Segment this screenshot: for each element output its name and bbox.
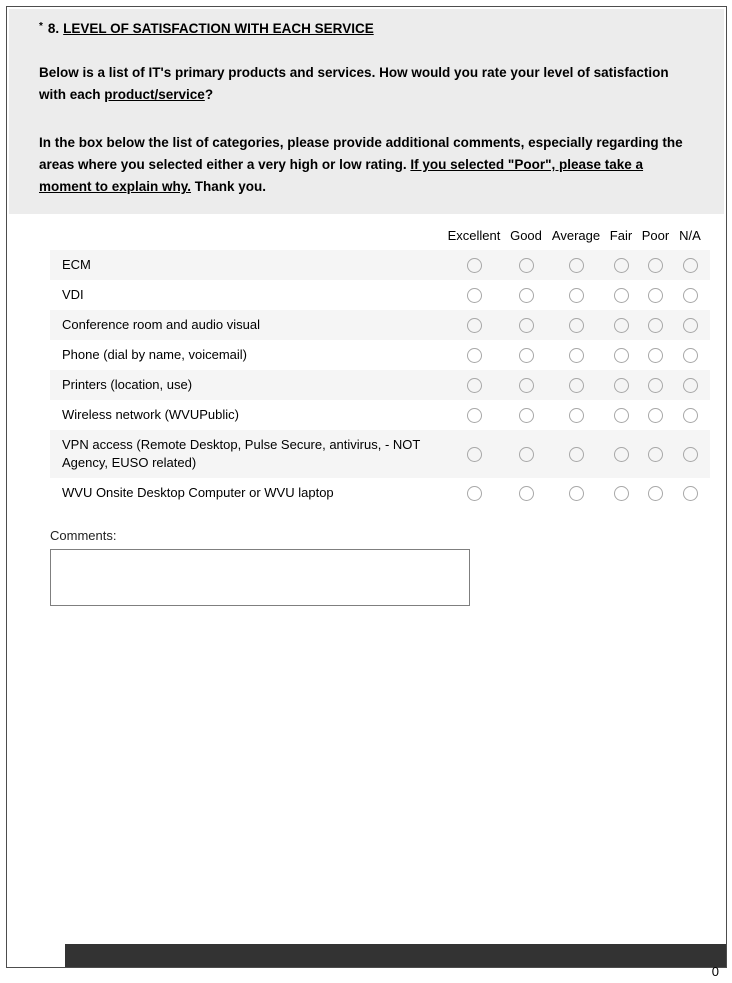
row-label: VDI (62, 287, 84, 302)
radio-phone-dial-n-a[interactable] (683, 348, 698, 363)
radio-cell-excellent (445, 378, 503, 393)
instructions-2-underlined: If you selected "Poor", please take a moment to explain why. (39, 157, 644, 194)
radio-cell-fair (607, 258, 635, 273)
radio-cell-good (507, 258, 545, 273)
radio-vdi-fair[interactable] (614, 288, 629, 303)
row-label: Phone (dial by name, voicemail) (62, 347, 247, 362)
radio-printers-location-excellent[interactable] (467, 378, 482, 393)
radio-cell-fair (607, 447, 635, 462)
radio-vdi-good[interactable] (519, 288, 534, 303)
column-header-n-a: N/A (679, 228, 701, 243)
radio-vpn-access-excellent[interactable] (467, 447, 482, 462)
radio-cell-n-a (676, 288, 704, 303)
column-header-average: Average (551, 228, 601, 243)
radio-wvu-onsite-good[interactable] (519, 486, 534, 501)
radio-cell-average (549, 288, 603, 303)
radio-cell-average (549, 348, 603, 363)
row-radio-group (445, 486, 710, 501)
question-block (9, 9, 724, 214)
radio-conference-room-good[interactable] (519, 318, 534, 333)
question-instructions-1 (39, 62, 694, 106)
comments-section (50, 528, 726, 606)
radio-cell-excellent (445, 348, 503, 363)
radio-phone-dial-good[interactable] (519, 348, 534, 363)
radio-cell-poor (639, 408, 672, 423)
radio-cell-fair (607, 348, 635, 363)
matrix-row-vpn-access-remote (50, 430, 710, 478)
radio-cell-fair (607, 408, 635, 423)
survey-screenshot (0, 6, 732, 983)
matrix-row-wireless-network-wvupublic (50, 400, 710, 430)
radio-cell-average (549, 486, 603, 501)
question-number: 8. (47, 21, 60, 36)
radio-printers-location-fair[interactable] (614, 378, 629, 393)
radio-conference-room-average[interactable] (569, 318, 584, 333)
radio-conference-room-n-a[interactable] (683, 318, 698, 333)
instructions-1-underlined: product/service (104, 87, 205, 102)
radio-wireless-network-poor[interactable] (648, 408, 663, 423)
radio-wvu-onsite-average[interactable] (569, 486, 584, 501)
radio-cell-excellent (445, 408, 503, 423)
radio-cell-poor (639, 447, 672, 462)
radio-cell-poor (639, 258, 672, 273)
radio-wireless-network-fair[interactable] (614, 408, 629, 423)
radio-printers-location-poor[interactable] (648, 378, 663, 393)
comments-input[interactable] (50, 549, 470, 606)
question-title-text: LEVEL OF SATISFACTION WITH EACH SERVICE (63, 21, 374, 36)
instructions-2-text-b: Thank you. (191, 179, 267, 194)
row-radio-group (445, 447, 710, 462)
radio-phone-dial-poor[interactable] (648, 348, 663, 363)
radio-cell-average (549, 318, 603, 333)
matrix-row-phone-dial-by (50, 340, 710, 370)
column-header-excellent: Excellent (447, 228, 501, 243)
row-radio-group (445, 348, 710, 363)
column-good (507, 228, 545, 243)
radio-cell-n-a (676, 258, 704, 273)
matrix-row-conference-room-and (50, 310, 710, 340)
radio-vdi-excellent[interactable] (467, 288, 482, 303)
radio-wireless-network-average[interactable] (569, 408, 584, 423)
row-label: Wireless network (WVUPublic) (62, 407, 239, 422)
row-radio-group (445, 318, 710, 333)
radio-conference-room-excellent[interactable] (467, 318, 482, 333)
radio-cell-fair (607, 318, 635, 333)
radio-vdi-poor[interactable] (648, 288, 663, 303)
radio-conference-room-fair[interactable] (614, 318, 629, 333)
radio-vpn-access-fair[interactable] (614, 447, 629, 462)
row-radio-group (445, 408, 710, 423)
radio-vpn-access-good[interactable] (519, 447, 534, 462)
radio-ecm-average[interactable] (569, 258, 584, 273)
column-header-good: Good (510, 228, 542, 243)
radio-vdi-n-a[interactable] (683, 288, 698, 303)
radio-ecm-good[interactable] (519, 258, 534, 273)
radio-phone-dial-excellent[interactable] (467, 348, 482, 363)
radio-printers-location-good[interactable] (519, 378, 534, 393)
radio-cell-good (507, 378, 545, 393)
radio-cell-excellent (445, 258, 503, 273)
radio-cell-excellent (445, 486, 503, 501)
radio-printers-location-average[interactable] (569, 378, 584, 393)
row-label: VPN access (Remote Desktop, Pulse Secure, antivirus, - NOT Agency, EUSO related) (62, 437, 421, 470)
matrix-row-printers-location-use (50, 370, 710, 400)
radio-cell-n-a (676, 447, 704, 462)
radio-cell-average (549, 447, 603, 462)
radio-cell-n-a (676, 318, 704, 333)
radio-cell-good (507, 447, 545, 462)
row-radio-group (445, 288, 710, 303)
radio-vpn-access-average[interactable] (569, 447, 584, 462)
radio-cell-excellent (445, 447, 503, 462)
radio-cell-fair (607, 288, 635, 303)
radio-cell-poor (639, 288, 672, 303)
column-poor (639, 228, 672, 243)
column-excellent (445, 228, 503, 243)
radio-cell-poor (639, 486, 672, 501)
radio-wvu-onsite-fair[interactable] (614, 486, 629, 501)
radio-wireless-network-n-a[interactable] (683, 408, 698, 423)
radio-wvu-onsite-poor[interactable] (648, 486, 663, 501)
row-label: WVU Onsite Desktop Computer or WVU laptop (62, 485, 334, 500)
radio-ecm-fair[interactable] (614, 258, 629, 273)
radio-cell-average (549, 258, 603, 273)
matrix-header-row (50, 228, 710, 250)
matrix-row-ecm (50, 250, 710, 280)
row-label: Conference room and audio visual (62, 317, 261, 332)
comments-label: Comments: (50, 528, 117, 543)
column-average (549, 228, 603, 243)
radio-wireless-network-good[interactable] (519, 408, 534, 423)
radio-cell-n-a (676, 378, 704, 393)
radio-cell-good (507, 318, 545, 333)
satisfaction-matrix (50, 228, 710, 508)
matrix-column-headers (445, 228, 710, 243)
column-header-poor: Poor (641, 228, 670, 243)
matrix-body (50, 250, 710, 508)
radio-cell-good (507, 288, 545, 303)
question-title (39, 21, 694, 36)
radio-vdi-average[interactable] (569, 288, 584, 303)
row-label: Printers (location, use) (62, 377, 193, 392)
question-instructions-2 (39, 132, 694, 198)
radio-cell-poor (639, 318, 672, 333)
radio-cell-excellent (445, 288, 503, 303)
radio-ecm-excellent[interactable] (467, 258, 482, 273)
radio-cell-fair (607, 486, 635, 501)
radio-cell-good (507, 408, 545, 423)
page-indicator: 0 (711, 964, 719, 979)
radio-vpn-access-n-a[interactable] (683, 447, 698, 462)
instructions-1-text-a: Below is a list of IT's primary products and services. How would you rate your level of satisfaction with each (39, 65, 669, 102)
column-n-a (676, 228, 704, 243)
footer-bar (65, 944, 726, 967)
radio-phone-dial-fair[interactable] (614, 348, 629, 363)
radio-vpn-access-poor[interactable] (648, 447, 663, 462)
row-radio-group (445, 258, 710, 273)
survey-page (6, 6, 727, 968)
radio-phone-dial-average[interactable] (569, 348, 584, 363)
radio-cell-poor (639, 348, 672, 363)
radio-cell-good (507, 486, 545, 501)
radio-cell-n-a (676, 408, 704, 423)
radio-ecm-poor[interactable] (648, 258, 663, 273)
radio-ecm-n-a[interactable] (683, 258, 698, 273)
required-marker: * (39, 21, 43, 32)
column-fair (607, 228, 635, 243)
row-label: ECM (62, 257, 91, 272)
radio-cell-excellent (445, 318, 503, 333)
radio-cell-average (549, 378, 603, 393)
radio-wireless-network-excellent[interactable] (467, 408, 482, 423)
instructions-2-text-a: In the box below the list of categories, please provide additional comments, especially regarding the areas where you selected either a very high or low rating. (39, 135, 683, 172)
column-header-fair: Fair (609, 228, 633, 243)
matrix-row-vdi (50, 280, 710, 310)
radio-wvu-onsite-excellent[interactable] (467, 486, 482, 501)
radio-cell-n-a (676, 486, 704, 501)
row-radio-group (445, 378, 710, 393)
radio-printers-location-n-a[interactable] (683, 378, 698, 393)
radio-cell-good (507, 348, 545, 363)
instructions-1-text-b: ? (204, 87, 214, 102)
radio-wvu-onsite-n-a[interactable] (683, 486, 698, 501)
radio-cell-fair (607, 378, 635, 393)
radio-cell-n-a (676, 348, 704, 363)
radio-cell-average (549, 408, 603, 423)
matrix-row-wvu-onsite-desktop (50, 478, 710, 508)
radio-cell-poor (639, 378, 672, 393)
radio-conference-room-poor[interactable] (648, 318, 663, 333)
